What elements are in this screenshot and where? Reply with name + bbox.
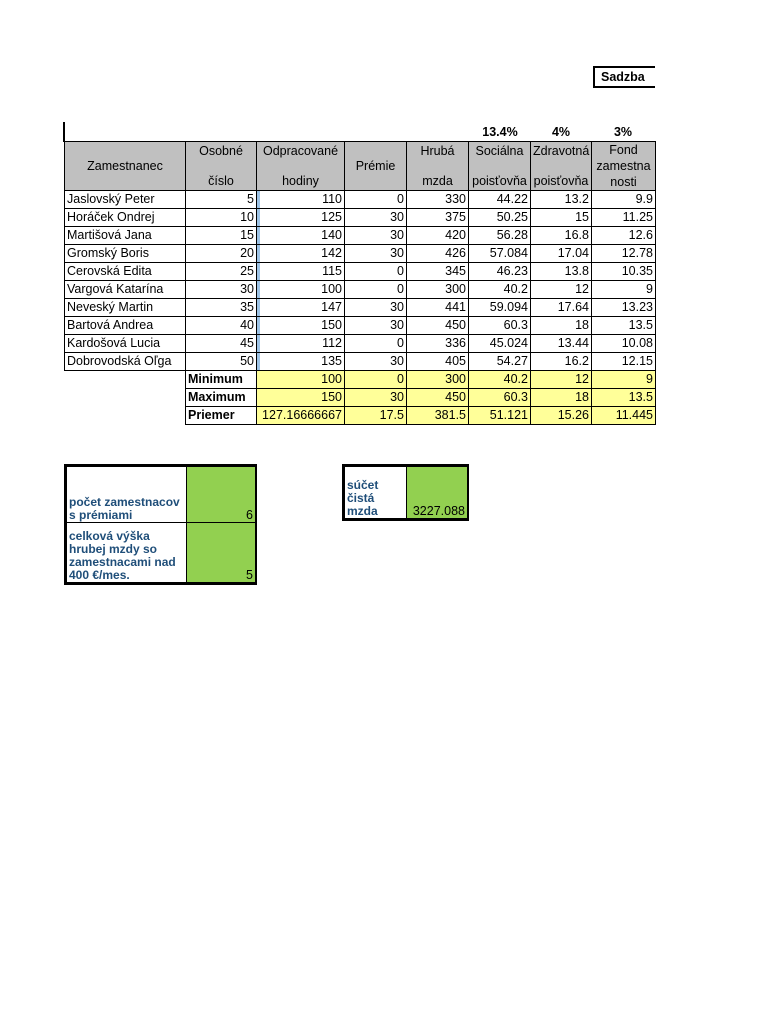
stat-label[interactable]: Priemer xyxy=(186,407,257,425)
table-row xyxy=(65,299,656,317)
cell-personal-number[interactable]: 40 xyxy=(186,317,257,335)
summary-box-right xyxy=(342,464,469,521)
header-hours-line1: Odpracované xyxy=(262,144,339,158)
cell-hours[interactable]: 115 xyxy=(257,263,345,281)
stat-label[interactable]: Maximum xyxy=(186,389,257,407)
header-spacer xyxy=(259,159,342,173)
table-row xyxy=(65,335,656,353)
header-bonus[interactable] xyxy=(345,142,407,191)
header-gross-line1: Hrubá xyxy=(420,144,455,158)
stat-gross[interactable]: 300 xyxy=(407,371,469,389)
cell-health[interactable]: 13.8 xyxy=(531,263,592,281)
cell-bonus[interactable]: 30 xyxy=(345,353,407,371)
cell-fund[interactable]: 9 xyxy=(592,281,656,299)
cell-gross[interactable]: 336 xyxy=(407,335,469,353)
stat-label[interactable]: Minimum xyxy=(186,371,257,389)
cell-gross[interactable]: 450 xyxy=(407,317,469,335)
cell-fund[interactable]: 12.78 xyxy=(592,245,656,263)
stat-bonus[interactable]: 30 xyxy=(345,389,407,407)
rate-fund[interactable]: 3% xyxy=(613,125,633,139)
cell-name[interactable]: Neveský Martin xyxy=(65,299,186,317)
header-fund[interactable] xyxy=(592,142,656,191)
cell-hours[interactable]: 147 xyxy=(257,299,345,317)
stat-health[interactable]: 15.26 xyxy=(531,407,592,425)
header-spacer xyxy=(471,159,528,173)
cell-name[interactable]: Bartová Andrea xyxy=(65,317,186,335)
cell-personal-number[interactable]: 50 xyxy=(186,353,257,371)
cell-social[interactable]: 40.2 xyxy=(469,281,531,299)
empty-cell xyxy=(65,371,186,389)
cell-fund[interactable]: 13.5 xyxy=(592,317,656,335)
stat-social[interactable]: 51.121 xyxy=(469,407,531,425)
cell-bonus[interactable]: 30 xyxy=(345,227,407,245)
cell-personal-number[interactable]: 10 xyxy=(186,209,257,227)
table-row xyxy=(65,245,656,263)
header-gross-line2: mzda xyxy=(422,174,453,188)
cell-social[interactable]: 59.094 xyxy=(469,299,531,317)
header-gross[interactable] xyxy=(407,142,469,191)
stats-row xyxy=(65,389,656,407)
cell-gross[interactable]: 405 xyxy=(407,353,469,371)
cell-personal-number[interactable]: 15 xyxy=(186,227,257,245)
table-row xyxy=(65,353,656,371)
stat-gross[interactable]: 381.5 xyxy=(407,407,469,425)
cell-gross[interactable]: 420 xyxy=(407,227,469,245)
employee-rows xyxy=(65,191,656,371)
cell-personal-number[interactable]: 5 xyxy=(186,191,257,209)
header-hours[interactable] xyxy=(257,142,345,191)
cell-gross[interactable]: 441 xyxy=(407,299,469,317)
header-employee[interactable] xyxy=(65,142,186,191)
header-fund-line1: Fond xyxy=(609,143,638,157)
stat-gross[interactable]: 450 xyxy=(407,389,469,407)
cell-bonus[interactable]: 0 xyxy=(345,335,407,353)
stat-social[interactable]: 40.2 xyxy=(469,371,531,389)
header-social[interactable] xyxy=(469,142,531,191)
stat-bonus[interactable]: 0 xyxy=(345,371,407,389)
cell-gross[interactable]: 300 xyxy=(407,281,469,299)
cell-gross[interactable]: 375 xyxy=(407,209,469,227)
header-health-line1: Zdravotná xyxy=(533,144,590,158)
header-social-line1: Sociálna xyxy=(475,144,524,158)
summary-box-left xyxy=(64,464,257,585)
cell-bonus[interactable]: 0 xyxy=(345,263,407,281)
cell-hours[interactable]: 112 xyxy=(257,335,345,353)
header-bonus-text: Prémie xyxy=(355,159,396,173)
cell-bonus[interactable]: 0 xyxy=(345,281,407,299)
table-left-border xyxy=(63,122,65,142)
cell-name[interactable]: Jaslovský Peter xyxy=(65,191,186,209)
cell-hours[interactable]: 150 xyxy=(257,317,345,335)
cell-fund[interactable]: 10.08 xyxy=(592,335,656,353)
stat-social[interactable]: 60.3 xyxy=(469,389,531,407)
table-row xyxy=(65,209,656,227)
header-fund-line3: nosti xyxy=(610,175,637,189)
cell-health[interactable]: 13.44 xyxy=(531,335,592,353)
cell-name[interactable]: Gromský Boris xyxy=(65,245,186,263)
empty-cell xyxy=(65,407,186,425)
cell-social[interactable]: 57.084 xyxy=(469,245,531,263)
cell-bonus[interactable]: 30 xyxy=(345,209,407,227)
cell-personal-number[interactable]: 45 xyxy=(186,335,257,353)
cell-fund[interactable]: 11.25 xyxy=(592,209,656,227)
cell-health[interactable]: 18 xyxy=(531,317,592,335)
cell-name[interactable]: Vargová Katarína xyxy=(65,281,186,299)
cell-hours[interactable]: 142 xyxy=(257,245,345,263)
rate-social[interactable]: 13.4% xyxy=(482,125,518,139)
header-employee-text: Zamestnanec xyxy=(87,159,163,173)
header-personal-line1: Osobné xyxy=(199,144,243,158)
cell-hours[interactable]: 135 xyxy=(257,353,345,371)
cell-health[interactable]: 15 xyxy=(531,209,592,227)
cell-hours[interactable]: 100 xyxy=(257,281,345,299)
stat-fund[interactable]: 11.445 xyxy=(592,407,656,425)
header-spacer xyxy=(188,159,254,173)
cell-hours[interactable]: 125 xyxy=(257,209,345,227)
cell-social[interactable]: 46.23 xyxy=(469,263,531,281)
cell-gross[interactable]: 426 xyxy=(407,245,469,263)
table-row xyxy=(65,227,656,245)
cell-fund[interactable]: 10.35 xyxy=(592,263,656,281)
cell-health[interactable]: 17.64 xyxy=(531,299,592,317)
stat-health[interactable]: 12 xyxy=(531,371,592,389)
stat-hours[interactable]: 127.16666667 xyxy=(257,407,345,425)
header-health-line2: poisťovňa xyxy=(533,174,589,188)
cell-name[interactable]: Cerovská Edita xyxy=(65,263,186,281)
stats-row xyxy=(65,371,656,389)
cell-gross[interactable]: 345 xyxy=(407,263,469,281)
net-sum-value[interactable]: 3227.088 xyxy=(407,467,468,519)
stat-hours[interactable]: 150 xyxy=(257,389,345,407)
header-row xyxy=(65,142,656,191)
bonus-count-value[interactable]: 6 xyxy=(187,467,256,523)
cell-social[interactable]: 56.28 xyxy=(469,227,531,245)
empty-cell xyxy=(65,389,186,407)
cell-social[interactable]: 45.024 xyxy=(469,335,531,353)
cell-social[interactable]: 54.27 xyxy=(469,353,531,371)
cell-social[interactable]: 50.25 xyxy=(469,209,531,227)
stats-rows xyxy=(65,371,656,425)
net-sum-label[interactable]: súčet čistá mzda xyxy=(345,467,407,519)
header-hours-line2: hodiny xyxy=(282,174,319,188)
cell-name[interactable]: Horáček Ondrej xyxy=(65,209,186,227)
header-personal-number[interactable] xyxy=(186,142,257,191)
header-spacer xyxy=(409,159,466,173)
gross-over-label[interactable]: celková výška hrubej mzdy so zamestnacami nad 400 €/mes. xyxy=(67,523,187,583)
header-fund-line2: zamestna xyxy=(596,159,651,173)
stat-fund[interactable]: 13.5 xyxy=(592,389,656,407)
header-spacer xyxy=(533,159,589,173)
table-row xyxy=(65,317,656,335)
header-social-line2: poisťovňa xyxy=(472,174,527,188)
stats-row xyxy=(65,407,656,425)
cell-fund[interactable]: 9.9 xyxy=(592,191,656,209)
rate-health[interactable]: 4% xyxy=(551,125,571,139)
bonus-count-label[interactable]: počet zamestnacov s prémiami xyxy=(67,467,187,523)
cell-fund[interactable]: 12.15 xyxy=(592,353,656,371)
cell-bonus[interactable]: 30 xyxy=(345,299,407,317)
cell-social[interactable]: 44.22 xyxy=(469,191,531,209)
cell-health[interactable]: 13.2 xyxy=(531,191,592,209)
cell-hours[interactable]: 110 xyxy=(257,191,345,209)
stat-bonus[interactable]: 17.5 xyxy=(345,407,407,425)
stat-hours[interactable]: 100 xyxy=(257,371,345,389)
cell-name[interactable]: Martišová Jana xyxy=(65,227,186,245)
table-row xyxy=(65,191,656,209)
table-row xyxy=(65,281,656,299)
cell-personal-number[interactable]: 20 xyxy=(186,245,257,263)
stat-health[interactable]: 18 xyxy=(531,389,592,407)
cell-bonus[interactable]: 30 xyxy=(345,317,407,335)
header-health[interactable] xyxy=(531,142,592,191)
cell-bonus[interactable]: 30 xyxy=(345,245,407,263)
cell-gross[interactable]: 330 xyxy=(407,191,469,209)
cell-personal-number[interactable]: 30 xyxy=(186,281,257,299)
cell-health[interactable]: 12 xyxy=(531,281,592,299)
cell-health[interactable]: 16.2 xyxy=(531,353,592,371)
cell-health[interactable]: 17.04 xyxy=(531,245,592,263)
sadzba-label[interactable]: Sadzba xyxy=(593,66,655,88)
cell-personal-number[interactable]: 25 xyxy=(186,263,257,281)
header-personal-line2: číslo xyxy=(208,174,234,188)
cell-health[interactable]: 16.8 xyxy=(531,227,592,245)
payroll-table xyxy=(64,141,656,425)
cell-name[interactable]: Dobrovodská Oľga xyxy=(65,353,186,371)
table-row xyxy=(65,263,656,281)
gross-over-value[interactable]: 5 xyxy=(187,523,256,583)
cell-social[interactable]: 60.3 xyxy=(469,317,531,335)
cell-fund[interactable]: 13.23 xyxy=(592,299,656,317)
stat-fund[interactable]: 9 xyxy=(592,371,656,389)
cell-bonus[interactable]: 0 xyxy=(345,191,407,209)
cell-personal-number[interactable]: 35 xyxy=(186,299,257,317)
cell-hours[interactable]: 140 xyxy=(257,227,345,245)
cell-name[interactable]: Kardošová Lucia xyxy=(65,335,186,353)
cell-fund[interactable]: 12.6 xyxy=(592,227,656,245)
